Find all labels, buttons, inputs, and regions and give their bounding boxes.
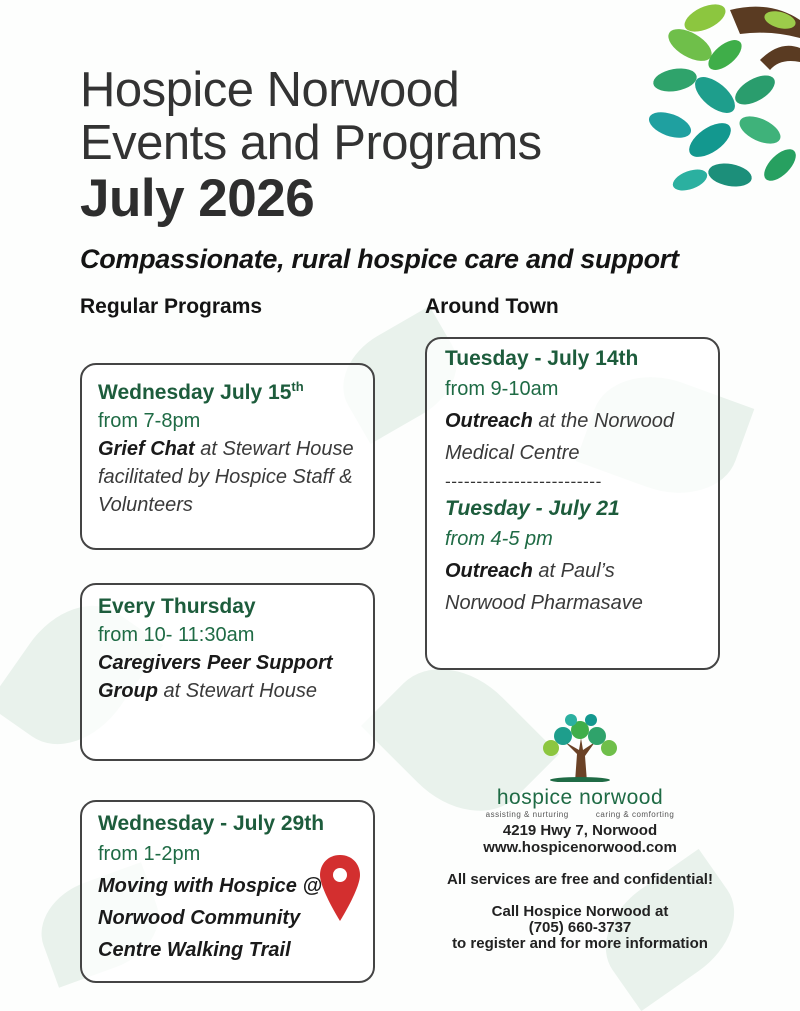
- title-month: July 2026: [80, 169, 315, 228]
- free-services-note: All services are free and confidential!: [447, 871, 713, 888]
- page-title: [80, 63, 660, 228]
- map-pin-icon: [318, 853, 362, 923]
- tree-logo-icon: [535, 712, 625, 782]
- regular-programs-heading: Regular Programs: [80, 295, 263, 318]
- around-town-card: [425, 337, 720, 670]
- event-time: from 9-10am: [445, 378, 559, 400]
- website-link[interactable]: www.hospicenorwood.com: [483, 839, 677, 856]
- event-description: Moving with Hospice @ Norwood Community Centre Walking Trail: [98, 875, 322, 961]
- title-line-1: Hospice Norwood: [80, 63, 460, 117]
- event-card-grief-chat: [80, 363, 375, 550]
- logo-name: hospice norwood: [496, 786, 664, 809]
- logo-subtitle: assisting & nurturing caring & comforting: [485, 810, 675, 819]
- event-date: Tuesday - July 14th: [445, 347, 639, 370]
- event-description: Caregivers Peer Support Group at Stewart House: [98, 652, 333, 702]
- event-description: Outreach at the Norwood Medical Centre: [445, 410, 675, 464]
- event-date: Wednesday - July 29th: [98, 812, 325, 835]
- hospice-norwood-logo: [480, 712, 680, 819]
- event-description: Grief Chat at Stewart House facilitated by Hospice Staff & Volunteers: [98, 438, 354, 516]
- event-time: from 4-5 pm: [445, 528, 553, 550]
- tagline: Compassionate, rural hospice care and support: [80, 244, 679, 274]
- register-text: to register and for more information: [452, 935, 708, 952]
- event-time: from 10- 11:30am: [98, 624, 255, 646]
- event-time: from 1-2pm: [98, 843, 201, 865]
- event-date: Every Thursday: [98, 595, 256, 618]
- around-town-heading: Around Town: [425, 295, 559, 318]
- event-time: from 7-8pm: [98, 410, 201, 432]
- call-text: Call Hospice Norwood at: [491, 903, 669, 920]
- event-date: Tuesday - July 21: [445, 497, 620, 520]
- event-description: Outreach at Paul’s Norwood Pharmasave: [445, 560, 643, 614]
- divider: -------------------------: [445, 472, 602, 491]
- event-date: Wednesday July 15th: [98, 379, 304, 404]
- address: 4219 Hwy 7, Norwood: [502, 822, 658, 839]
- event-card-caregivers: [80, 583, 375, 761]
- phone-number[interactable]: (705) 660-3737: [528, 919, 632, 936]
- title-line-2: Events and Programs: [80, 116, 542, 170]
